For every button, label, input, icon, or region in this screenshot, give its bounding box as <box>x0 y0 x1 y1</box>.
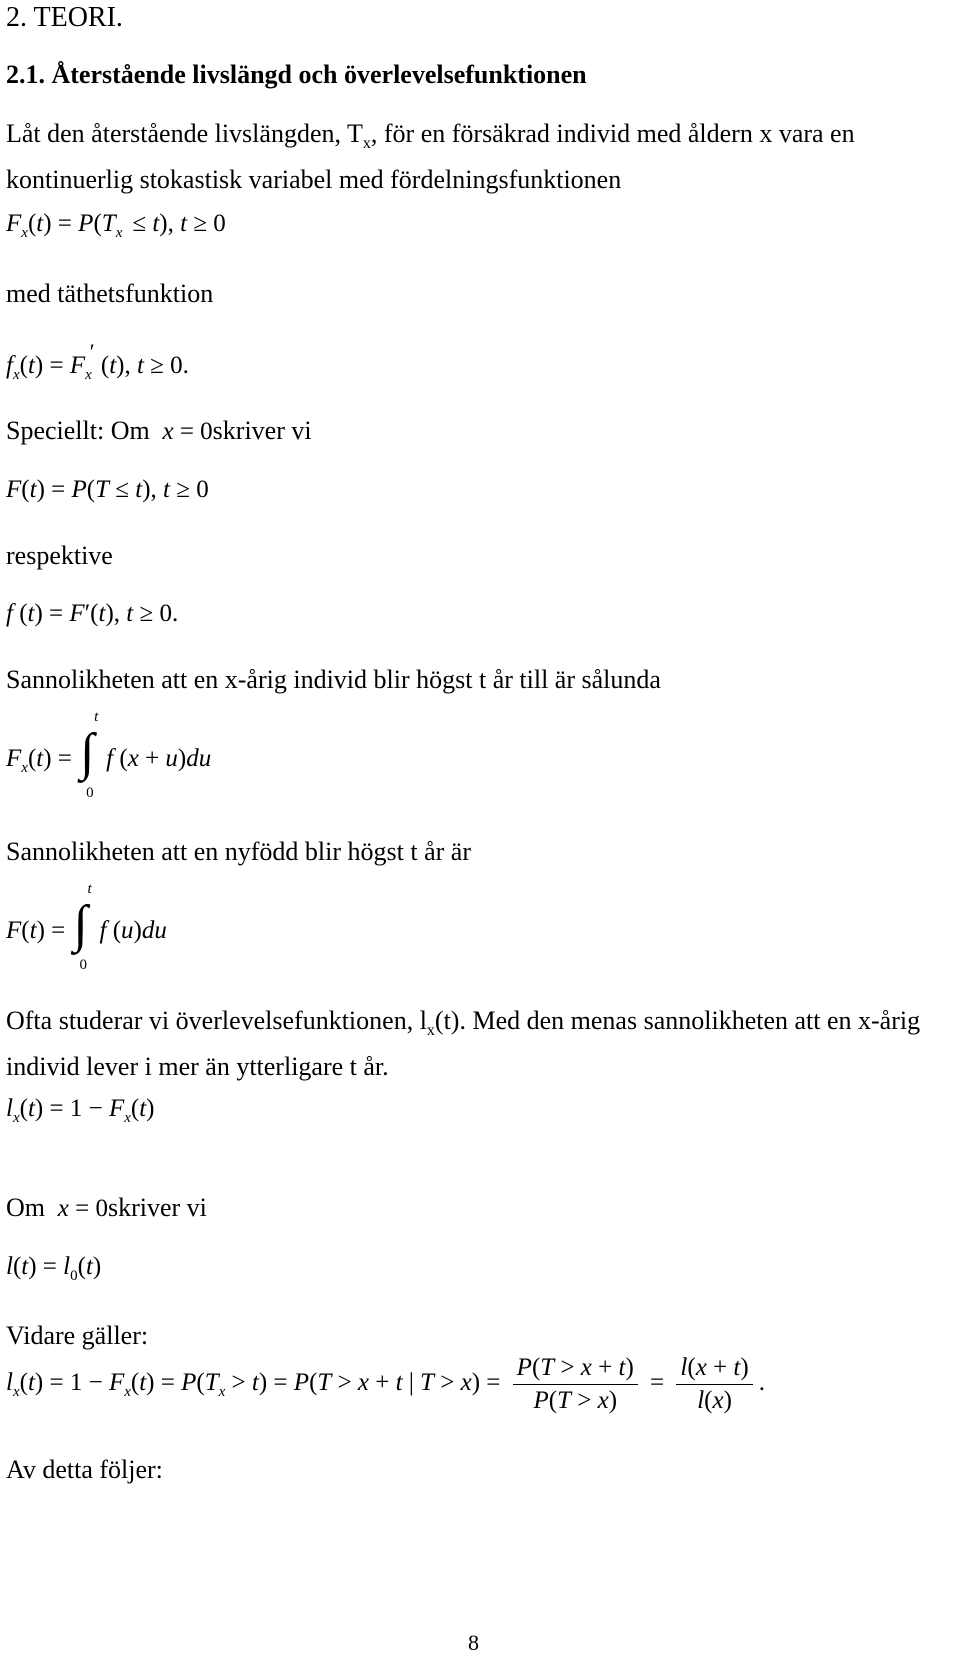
text-probability-newborn: Sannolikheten att en nyfödd blir högst t år är <box>6 837 472 866</box>
equation-l0: $l(t) = l_0(t)$ <box>6 1253 102 1284</box>
subsection-title: 2.1. Återstående livslängd och överlevelsefunktionen <box>6 60 587 89</box>
fraction-survival: $\frac{l(x + t)}{l(x)}$ <box>676 1354 752 1415</box>
equation-density-f: f (t) = F′(t), t ≥ 0. <box>6 600 179 627</box>
intro-paragraph <box>6 116 855 198</box>
survival-line-1: Ofta studerar vi överlevelsefunktionen, $l_x(t)$. Med den menas sannolikheten att en x-årig <box>6 1006 921 1040</box>
text-av-detta: Av detta följer: <box>6 1455 163 1484</box>
intro-line-2: kontinuerlig stokastisk variabel med fördelningsfunktionen <box>6 165 622 195</box>
survival-paragraph <box>6 1003 920 1085</box>
text-density: med täthetsfunktion <box>6 279 214 308</box>
text-special-case: Speciellt: Om x = 0skriver vi <box>6 416 312 445</box>
intro-line-1: Låt den återstående livslängden, $T_x$, för en försäkrad individ med åldern x vara en <box>6 119 855 153</box>
section-title: 2. TEORI. <box>6 2 123 33</box>
survival-line-2: individ lever i mer än ytterligare t år. <box>6 1052 389 1082</box>
equation-density-fx: $f_x(t) = F_x'$ (t), t ≥ 0. <box>6 339 189 383</box>
text-vidare: Vidare gäller: <box>6 1321 149 1350</box>
text-respektive: respektive <box>6 541 113 570</box>
fraction-probability: $\frac{P(T > x + t)}{P(T > x)}$ <box>513 1354 638 1415</box>
text-om: Om x = 0skriver vi <box>6 1193 207 1222</box>
integral-sign: ∫ t 0 <box>73 881 92 974</box>
equation-conditional: $l_x(t) = 1 - F_x(t) = P(T_x > t) = P(T > x + t$ | T > x) = $\frac{P(T > x + t)}{P(T > x)}$ = $\frac{l(x + t)}{l(x)}$ . <box>6 1354 765 1414</box>
equation-survival-lx: $l_x(t) = 1 - F_x(t)$ <box>6 1095 155 1126</box>
equation-distribution-f: F(t) = P(T ≤ t), t ≥ 0 <box>6 476 209 503</box>
equation-integral-fx: $F_x(t)$ = ∫ t 0 f (x + u)du <box>6 709 212 802</box>
equation-distribution-fx: $F_x(t) = P(T_x \le t)$, t ≥ 0 <box>6 210 226 241</box>
page-number: 8 <box>468 1630 479 1655</box>
equation-integral-f: F(t) = ∫ t 0 f (u)du <box>6 881 167 974</box>
text-probability-x: Sannolikheten att en x-årig individ blir högst t år till är sålunda <box>6 665 661 694</box>
integral-sign: ∫ t 0 <box>80 709 99 802</box>
